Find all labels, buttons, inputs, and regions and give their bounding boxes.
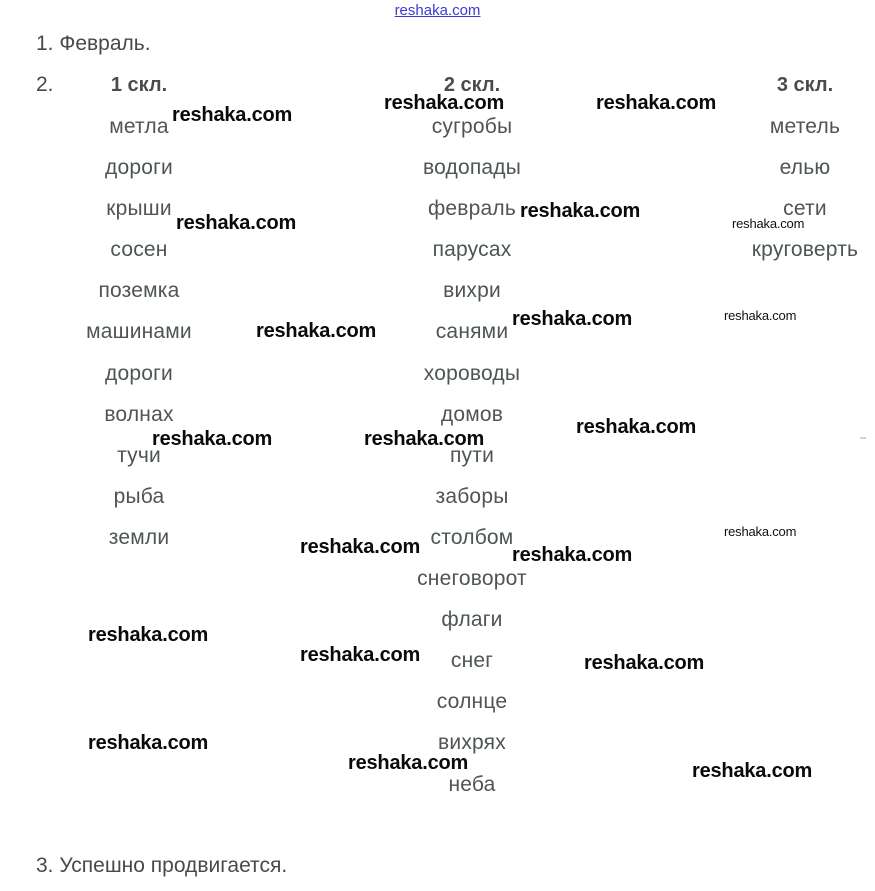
word-item: дороги xyxy=(105,156,173,180)
word-column-3 xyxy=(725,115,875,279)
answer-3: 3. Успешно продвигается. xyxy=(36,854,288,877)
watermark: reshaka.com xyxy=(88,732,209,754)
watermark: reshaka.com xyxy=(384,92,505,114)
word-item: водопады xyxy=(422,156,522,180)
watermark: reshaka.com xyxy=(256,320,377,342)
watermark: reshaka.com xyxy=(300,644,421,666)
word-item: снеговорот xyxy=(417,567,527,591)
word-item: солнце xyxy=(436,690,508,714)
word-item: заборы xyxy=(435,484,509,508)
word-item: метель xyxy=(769,115,841,138)
word-column-1 xyxy=(29,115,249,567)
word-item: елью xyxy=(779,156,831,180)
watermark: reshaka.com xyxy=(724,524,797,539)
word-item: снег xyxy=(450,649,494,673)
word-item: вихрях xyxy=(438,731,506,755)
word-item: крыши xyxy=(106,197,172,221)
word-item: санями xyxy=(435,320,509,344)
watermark: reshaka.com xyxy=(520,200,641,222)
word-item: круговерть xyxy=(751,238,859,262)
watermark: reshaka.com xyxy=(152,428,273,450)
word-item: парусах xyxy=(432,238,512,262)
word-item: неба xyxy=(448,772,496,796)
word-item: сосен xyxy=(110,238,168,262)
watermark: reshaka.com xyxy=(364,428,485,450)
watermark: reshaka.com xyxy=(724,308,797,323)
word-item: домов xyxy=(440,402,504,426)
word-item: земли xyxy=(108,525,170,549)
word-item: тучи xyxy=(117,443,161,467)
watermark: reshaka.com xyxy=(596,92,717,114)
answer-2-number: 2. xyxy=(36,73,54,96)
watermark: reshaka.com xyxy=(732,216,805,231)
watermark: reshaka.com xyxy=(172,104,293,126)
watermark: reshaka.com xyxy=(692,760,813,782)
word-item: дороги xyxy=(105,361,173,385)
word-item: пути xyxy=(449,443,495,467)
word-item: сугробы xyxy=(431,115,513,138)
watermark: reshaka.com xyxy=(300,536,421,558)
word-item: столбом xyxy=(430,525,514,549)
watermark: reshaka.com xyxy=(88,624,209,646)
word-item: февраль xyxy=(427,197,517,221)
column-header-3: 3 скл. xyxy=(776,74,834,96)
word-item: машинами xyxy=(86,320,192,344)
site-link[interactable]: reshaka.com xyxy=(394,2,481,19)
word-item: сети xyxy=(783,197,827,221)
word-item: хороводы xyxy=(423,361,521,385)
word-item: флаги xyxy=(441,608,503,632)
watermark: reshaka.com xyxy=(348,752,469,774)
answer-1: 1. Февраль. xyxy=(36,32,151,55)
watermark: reshaka.com xyxy=(512,308,633,330)
watermark: reshaka.com xyxy=(584,652,705,674)
word-item: волнах xyxy=(104,402,174,426)
word-item: метла xyxy=(109,115,169,138)
column-header-1: 1 скл. xyxy=(110,74,168,96)
column-header-2: 2 скл. xyxy=(443,74,501,96)
word-item: рыба xyxy=(113,484,165,508)
watermark: reshaka.com xyxy=(512,544,633,566)
word-item: поземка xyxy=(98,279,180,303)
watermark: reshaka.com xyxy=(576,416,697,438)
scan-artifact xyxy=(860,437,866,439)
watermark: reshaka.com xyxy=(176,212,297,234)
word-item: вихри xyxy=(443,279,501,303)
